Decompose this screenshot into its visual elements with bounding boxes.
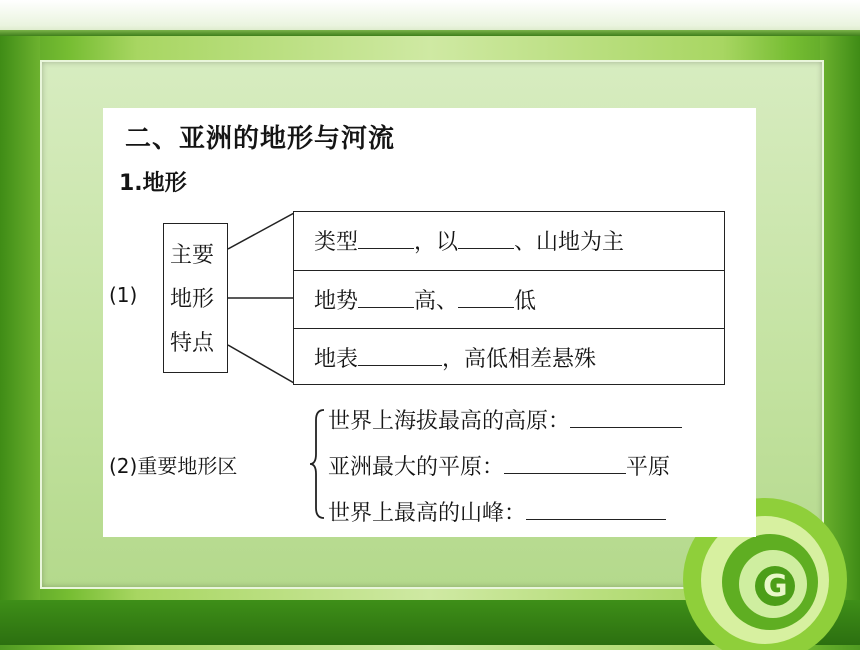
feature-row-terrain [294, 270, 724, 328]
row-text: 类型 ，以 、山地为主 [314, 230, 625, 255]
content-card [103, 108, 756, 537]
blank-field[interactable] [458, 230, 514, 249]
box-line-2: 地形 [170, 287, 215, 312]
box-line-3: 特点 [170, 331, 215, 356]
blank-field[interactable] [358, 347, 442, 366]
part2-label: (2)重要地形区 [109, 454, 238, 478]
part1-label: (1) [109, 283, 138, 307]
row-text: 地表 ，高低相差悬殊 [314, 347, 597, 372]
blank-field[interactable] [504, 455, 626, 474]
top-edge [0, 30, 860, 36]
brace-icon [308, 408, 328, 520]
connector-lines [228, 211, 294, 385]
main-feature-box [163, 223, 228, 373]
blank-field[interactable] [458, 289, 514, 308]
page-title: 二、亚洲的地形与河流 [125, 124, 396, 154]
feature-row-surface [294, 328, 724, 386]
row-text: 地势 高、 低 [314, 289, 537, 314]
landform-item-plain: 亚洲最大的平原： 平原 [328, 455, 671, 480]
blank-field[interactable] [526, 501, 666, 520]
blank-field[interactable] [570, 409, 682, 428]
landform-item-plateau: 世界上海拔最高的高原： [328, 404, 682, 435]
left-shade [0, 36, 40, 600]
blank-field[interactable] [358, 230, 414, 249]
blank-field[interactable] [358, 289, 414, 308]
svg-text:G: G [763, 569, 788, 604]
landform-item-peak: 世界上最高的山峰： [328, 496, 666, 527]
box-line-1: 主要 [170, 243, 215, 268]
section-subtitle: 1.地形 [119, 171, 187, 196]
feature-row-type [294, 212, 724, 270]
feature-table [293, 211, 725, 385]
